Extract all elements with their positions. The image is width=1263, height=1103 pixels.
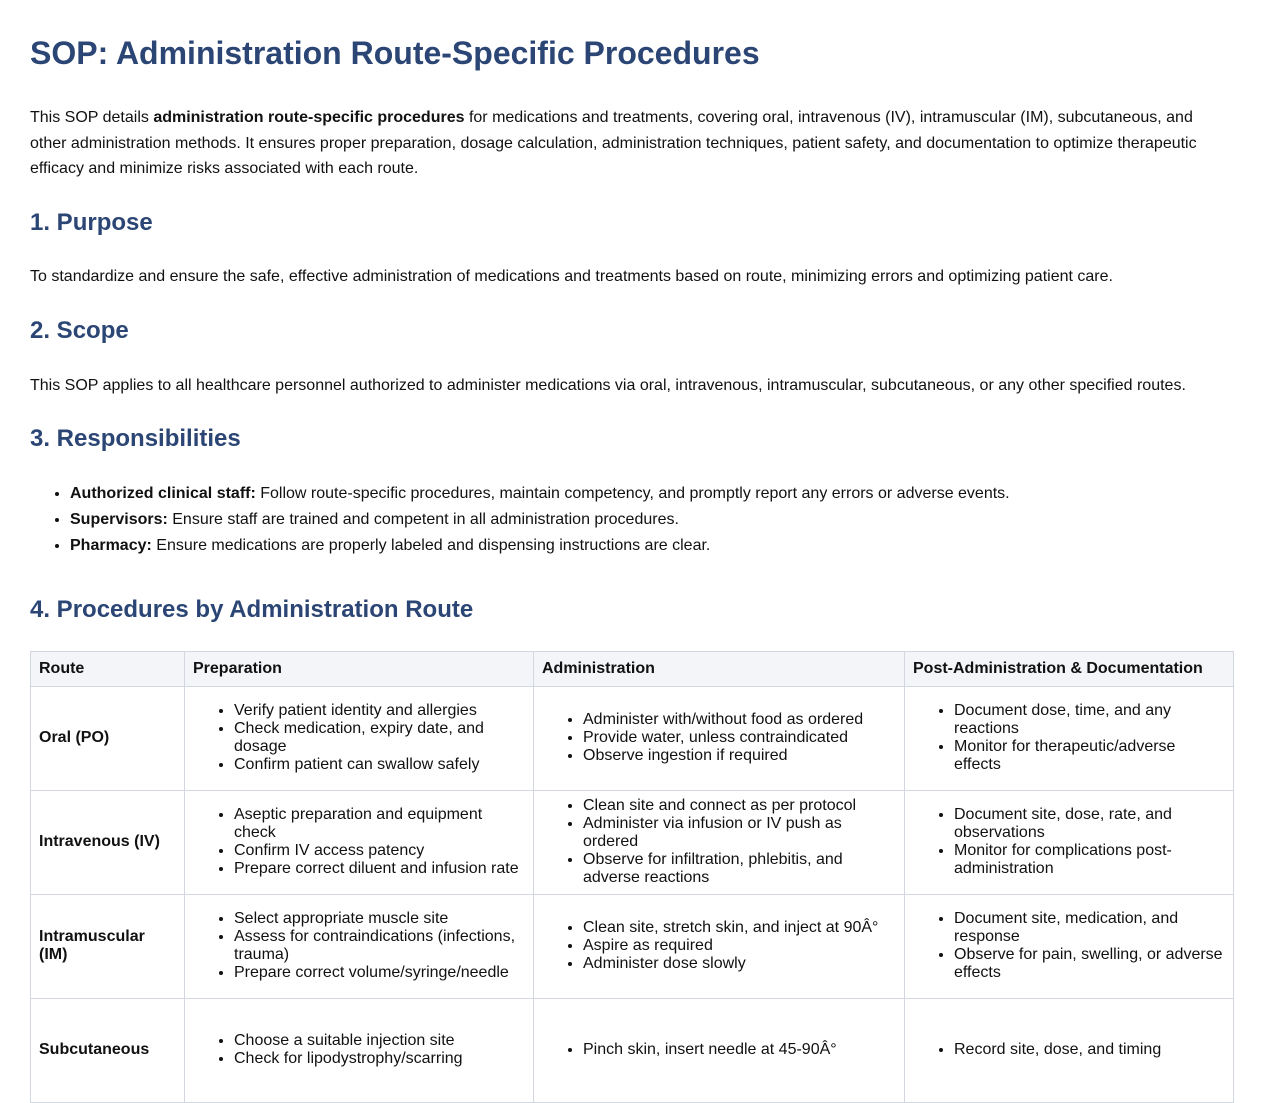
- table-header-row: [31, 651, 1234, 686]
- header-administration: Administration: [534, 651, 905, 686]
- route-cell: Intramuscular (IM): [31, 894, 185, 998]
- preparation-list: [193, 702, 525, 774]
- procedures-heading: 4. Procedures by Administration Route: [30, 596, 474, 624]
- scope-text: This SOP applies to all healthcare personnel authorized to administer medications via oral, intravenous, intramuscular, subcutaneous, or any other specified routes.: [30, 376, 1186, 394]
- list-item: • Pinch skin, insert needle at 45-90Â°: [583, 1041, 896, 1059]
- purpose-text: To standardize and ensure the safe, effective administration of medications and treatments based on route, minimizing errors and optimizing patient care.: [30, 268, 1113, 286]
- list-item: • Monitor for therapeutic/adverse effects: [954, 738, 1225, 774]
- purpose-heading: 1. Purpose: [30, 208, 153, 236]
- post-administration-cell: [905, 894, 1234, 998]
- list-item: • Administer via infusion or IV push as ordered: [583, 815, 896, 851]
- list-item: • Confirm IV access patency: [234, 842, 525, 860]
- list-item: • Record site, dose, and timing: [954, 1041, 1225, 1059]
- preparation-list: [193, 910, 525, 982]
- list-item: • Aseptic preparation and equipment check: [234, 806, 525, 842]
- purpose-section: [30, 209, 1233, 290]
- list-item: • Assess for contraindications (infections, trauma): [234, 928, 525, 964]
- preparation-cell: [185, 998, 534, 1102]
- table-body: [31, 686, 1234, 1102]
- administration-cell: [534, 998, 905, 1102]
- list-item: • Choose a suitable injection site: [234, 1032, 525, 1050]
- post-administration-list: [913, 702, 1225, 774]
- list-item: • Document site, medication, and response: [954, 910, 1225, 946]
- preparation-list: [193, 806, 525, 878]
- post-administration-cell: [905, 686, 1234, 790]
- administration-cell: [534, 790, 905, 894]
- procedures-table: [30, 651, 1234, 1103]
- administration-cell: [534, 686, 905, 790]
- responsibility-item: [70, 507, 1233, 533]
- scope-heading: 2. Scope: [30, 316, 129, 344]
- list-item: • Administer dose slowly: [583, 955, 896, 973]
- header-route: Route: [31, 651, 185, 686]
- responsibility-role: Supervisors:: [70, 511, 168, 529]
- list-item: • Check for lipodystrophy/scarring: [234, 1050, 525, 1068]
- administration-list: [542, 1041, 896, 1059]
- list-item: • Prepare correct volume/syringe/needle: [234, 964, 525, 982]
- administration-list: [542, 919, 896, 973]
- table-row: [31, 686, 1234, 790]
- responsibilities-list: [30, 481, 1233, 559]
- responsibility-item: [70, 481, 1233, 507]
- list-item: • Confirm patient can swallow safely: [234, 756, 525, 774]
- header-post-administration: Post-Administration & Documentation: [905, 651, 1234, 686]
- list-item: • Select appropriate muscle site: [234, 910, 525, 928]
- responsibility-item: [70, 533, 1233, 559]
- intro-bold: administration route-specific procedures: [153, 109, 465, 127]
- post-administration-list: [913, 806, 1225, 878]
- responsibility-role: Pharmacy:: [70, 537, 152, 555]
- responsibility-text: Ensure staff are trained and competent in all administration procedures.: [167, 511, 679, 529]
- responsibilities-heading: 3. Responsibilities: [30, 425, 241, 453]
- preparation-cell: [185, 790, 534, 894]
- preparation-cell: [185, 686, 534, 790]
- route-cell: Subcutaneous: [31, 998, 185, 1102]
- list-item: • Document site, dose, rate, and observations: [954, 806, 1225, 842]
- intro-paragraph: [30, 105, 1233, 182]
- responsibility-role: Authorized clinical staff:: [70, 485, 256, 503]
- table-row: [31, 894, 1234, 998]
- scope-section: [30, 317, 1233, 398]
- responsibilities-section: [30, 425, 1233, 559]
- intro-post: for medications and treatments, covering oral, intravenous (IV), intramuscular (IM), subcutaneous, and other administration methods. It ensures proper preparation, dosage calculation, administration techniques, patient safety, and documentation to optimize therapeutic efficacy and minimize risks associated with each route.: [30, 109, 1197, 178]
- list-item: • Verify patient identity and allergies: [234, 702, 525, 720]
- administration-cell: [534, 894, 905, 998]
- table-row: [31, 998, 1234, 1102]
- list-item: • Observe for infiltration, phlebitis, and adverse reactions: [583, 851, 896, 887]
- table-row: [31, 790, 1234, 894]
- list-item: • Observe ingestion if required: [583, 747, 896, 765]
- list-item: • Document dose, time, and any reactions: [954, 702, 1225, 738]
- list-item: • Provide water, unless contraindicated: [583, 729, 896, 747]
- responsibility-text: Follow route-specific procedures, maintain competency, and promptly report any errors or adverse events.: [255, 485, 1010, 503]
- responsibility-text: Ensure medications are properly labeled and dispensing instructions are clear.: [151, 537, 711, 555]
- list-item: • Monitor for complications post-administration: [954, 842, 1225, 878]
- post-administration-cell: [905, 998, 1234, 1102]
- post-administration-cell: [905, 790, 1234, 894]
- list-item: • Observe for pain, swelling, or adverse effects: [954, 946, 1225, 982]
- list-item: • Administer with/without food as ordered: [583, 711, 896, 729]
- post-administration-list: [913, 910, 1225, 982]
- header-preparation: Preparation: [185, 651, 534, 686]
- route-cell: Oral (PO): [31, 686, 185, 790]
- administration-list: [542, 711, 896, 765]
- preparation-list: [193, 1032, 525, 1068]
- page-title: SOP: Administration Route-Specific Procedures: [30, 35, 760, 71]
- preparation-cell: [185, 894, 534, 998]
- administration-list: [542, 797, 896, 887]
- list-item: • Aspire as required: [583, 937, 896, 955]
- list-item: • Check medication, expiry date, and dosage: [234, 720, 525, 756]
- list-item: • Prepare correct diluent and infusion rate: [234, 860, 525, 878]
- intro-pre: This SOP details: [30, 109, 154, 127]
- list-item: • Clean site, stretch skin, and inject at 90Â°: [583, 919, 896, 937]
- post-administration-list: [913, 1041, 1225, 1059]
- route-cell: Intravenous (IV): [31, 790, 185, 894]
- list-item: • Clean site and connect as per protocol: [583, 797, 896, 815]
